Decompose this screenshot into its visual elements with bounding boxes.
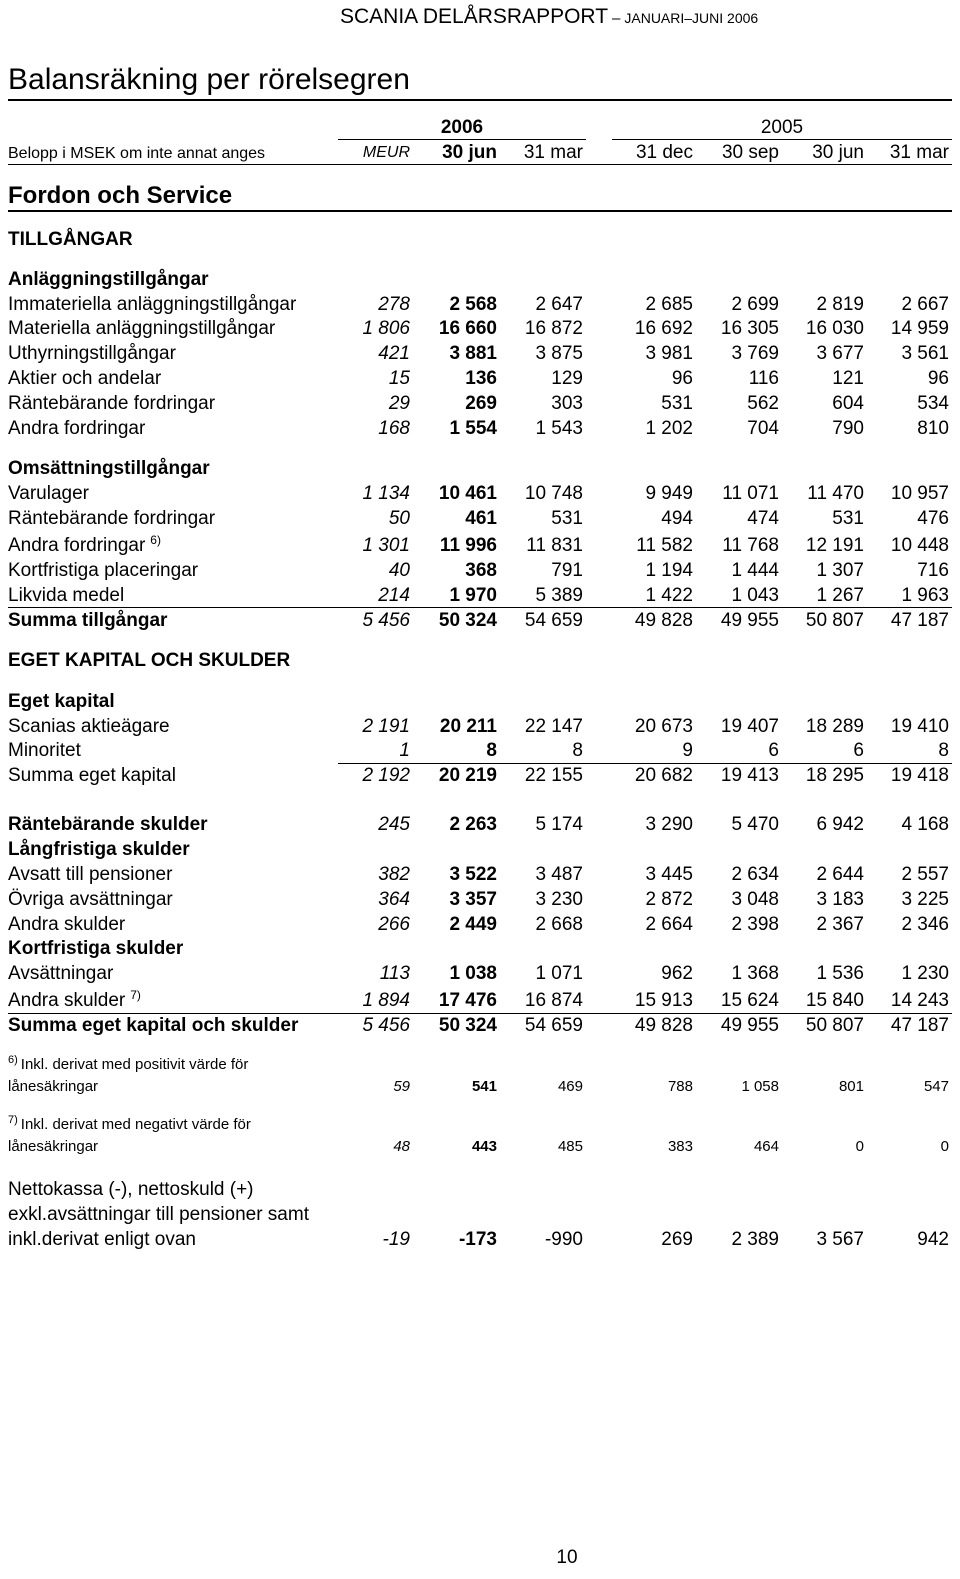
value-cell: 5 174 — [535, 814, 583, 835]
equity-subtotal-rule — [338, 763, 952, 764]
table-row — [0, 609, 960, 633]
unit-note: Belopp i MSEK om inte annat anges — [8, 145, 266, 162]
row-label: Summa eget kapital och skulder — [8, 1015, 299, 1036]
row-label: Räntebärande fordringar — [8, 508, 216, 529]
value-cell: 443 — [471, 1138, 497, 1155]
value-cell: 12 191 — [805, 535, 864, 556]
value-cell: 50 324 — [438, 610, 497, 631]
header-rule — [8, 164, 952, 165]
section-heading — [0, 228, 960, 252]
value-cell: 494 — [661, 508, 693, 529]
footnote-ref: 7) — [130, 988, 141, 1002]
value-cell: 116 — [748, 368, 779, 389]
table-row — [0, 1075, 960, 1099]
value-cell: 541 — [471, 1078, 497, 1095]
value-cell: 214 — [378, 585, 410, 606]
value-cell: 1 202 — [645, 418, 693, 439]
value-cell: 20 682 — [634, 765, 693, 786]
value-cell: 8 — [572, 740, 583, 761]
value-cell: 15 840 — [805, 990, 864, 1011]
row-label: Materiella anläggningstillgångar — [8, 318, 276, 339]
row-label: Immateriella anläggningstillgångar — [8, 294, 297, 315]
row-label: Räntebärande fordringar — [8, 393, 216, 414]
value-cell: -990 — [544, 1229, 583, 1250]
title-rule — [8, 99, 952, 101]
value-cell: 3 677 — [816, 343, 864, 364]
column-label: 30 jun — [442, 142, 497, 163]
row-label: Eget kapital — [8, 691, 115, 712]
table-row — [0, 715, 960, 739]
row-label: Kortfristiga placeringar — [8, 560, 199, 581]
page-title: Balansräkning per rörelsegren — [8, 63, 410, 96]
row-label: Övriga avsättningar — [8, 889, 173, 910]
value-cell: 1 194 — [645, 560, 693, 581]
table-row — [0, 913, 960, 937]
row-label: Summa tillgångar — [8, 610, 168, 631]
value-cell: 2 398 — [731, 914, 779, 935]
value-cell: 15 913 — [634, 990, 693, 1011]
value-cell: 942 — [917, 1229, 949, 1250]
value-cell: 788 — [667, 1078, 693, 1095]
footnote-ref: 6) — [150, 533, 161, 547]
row-label: Andra fordringar — [8, 535, 146, 556]
value-cell: 2 699 — [731, 294, 779, 315]
value-cell: 0 — [855, 1138, 864, 1155]
value-cell: 245 — [378, 814, 410, 835]
column-label: 31 dec — [635, 142, 693, 163]
value-cell: 810 — [917, 418, 949, 439]
row-label: Minoritet — [8, 740, 81, 761]
value-cell: 531 — [661, 393, 693, 414]
value-cell: 2 668 — [535, 914, 583, 935]
value-cell: 129 — [551, 368, 583, 389]
row-label: TILLGÅNGAR — [8, 229, 133, 250]
table-row — [0, 1228, 960, 1252]
row-label: lånesäkringar — [8, 1138, 99, 1155]
value-cell: 1 806 — [362, 318, 410, 339]
value-cell: 8 — [938, 740, 949, 761]
value-cell: 1 058 — [741, 1078, 779, 1095]
value-cell: 2 449 — [449, 914, 497, 935]
value-cell: 11 996 — [439, 535, 497, 556]
value-cell: 1 — [399, 740, 410, 761]
footnote-mark: 7) — [8, 1114, 18, 1126]
value-cell: 1 267 — [816, 585, 864, 606]
value-cell: 1 963 — [901, 585, 949, 606]
value-cell: 269 — [465, 393, 497, 414]
section-heading — [0, 937, 960, 961]
value-cell: -173 — [458, 1229, 497, 1250]
value-cell: 3 230 — [535, 889, 583, 910]
value-cell: 3 487 — [535, 864, 583, 885]
value-cell: 1 543 — [535, 418, 583, 439]
value-cell: 18 289 — [805, 716, 864, 737]
row-label: Varulager — [8, 483, 89, 504]
value-cell: 10 461 — [438, 483, 497, 504]
value-cell: 364 — [378, 889, 410, 910]
value-cell: 1 071 — [535, 963, 583, 984]
value-cell: 2 191 — [362, 716, 410, 737]
value-cell: 50 807 — [805, 1015, 864, 1036]
value-cell: 11 470 — [807, 483, 864, 504]
value-cell: 5 470 — [731, 814, 779, 835]
value-cell: 421 — [378, 343, 410, 364]
table-row — [0, 863, 960, 887]
value-cell: 476 — [917, 508, 949, 529]
footnote-7 — [0, 1113, 960, 1137]
year-rule-2006 — [338, 139, 586, 140]
column-label: 30 sep — [721, 142, 779, 163]
value-cell: 1 444 — [731, 560, 779, 581]
table-row — [0, 1135, 960, 1159]
value-cell: 168 — [378, 418, 410, 439]
row-label: Scanias aktieägare — [8, 716, 170, 737]
value-cell: 266 — [378, 914, 410, 935]
table-row — [0, 482, 960, 506]
table-row — [0, 989, 960, 1013]
row-label: Anläggningstillgångar — [8, 269, 209, 290]
value-cell: 11 071 — [722, 483, 779, 504]
column-label: 30 jun — [812, 142, 864, 163]
row-label: Aktier och andelar — [8, 368, 162, 389]
value-cell: 19 413 — [720, 765, 779, 786]
value-cell: 49 828 — [634, 1015, 693, 1036]
segment-title: Fordon och Service — [8, 182, 233, 209]
net-cash-label-line — [0, 1178, 960, 1202]
value-cell: 22 155 — [524, 765, 583, 786]
value-cell: 3 769 — [731, 343, 779, 364]
value-cell: 11 582 — [636, 535, 693, 556]
row-label: Avsatt till pensioner — [8, 864, 173, 885]
row-label: Omsättningstillgångar — [8, 458, 210, 479]
value-cell: 485 — [557, 1138, 583, 1155]
report-brand: SCANIA DELÅRSRAPPORT — [340, 5, 609, 28]
value-cell: 2 389 — [731, 1229, 779, 1250]
value-cell: 1 301 — [362, 535, 410, 556]
value-cell: 54 659 — [524, 610, 583, 631]
value-cell: 59 — [393, 1078, 410, 1095]
value-cell: 562 — [747, 393, 779, 414]
column-label: MEUR — [362, 144, 410, 161]
value-cell: 29 — [388, 393, 410, 414]
value-cell: 20 219 — [438, 765, 497, 786]
value-cell: 1 422 — [645, 585, 693, 606]
value-cell: 3 522 — [449, 864, 497, 885]
value-cell: 96 — [671, 368, 693, 389]
value-cell: 16 660 — [438, 318, 497, 339]
value-cell: 791 — [551, 560, 583, 581]
value-cell: 4 168 — [901, 814, 949, 835]
table-row — [0, 888, 960, 912]
value-cell: 547 — [923, 1078, 949, 1095]
value-cell: 469 — [557, 1078, 583, 1095]
value-cell: 3 445 — [645, 864, 693, 885]
value-cell: 19 418 — [890, 765, 949, 786]
section-heading — [0, 268, 960, 292]
value-cell: 50 — [388, 508, 410, 529]
table-row — [0, 342, 960, 366]
value-cell: 47 187 — [890, 1015, 949, 1036]
year-group-2005: 2005 — [760, 117, 804, 138]
value-cell: 49 955 — [720, 610, 779, 631]
value-cell: 2 568 — [449, 294, 497, 315]
table-row — [0, 559, 960, 583]
table-row — [0, 739, 960, 763]
value-cell: 16 305 — [720, 318, 779, 339]
value-cell: 8 — [486, 740, 497, 761]
value-cell: 121 — [832, 368, 864, 389]
section-heading — [0, 457, 960, 481]
table-row — [0, 962, 960, 986]
table-row — [0, 534, 960, 558]
value-cell: 1 554 — [449, 418, 497, 439]
value-cell: 40 — [388, 560, 410, 581]
value-cell: 136 — [465, 368, 497, 389]
value-cell: 604 — [832, 393, 864, 414]
report-period: JANUARI–JUNI 2006 — [624, 10, 759, 26]
year-group-2006: 2006 — [440, 117, 484, 138]
row-label: EGET KAPITAL OCH SKULDER — [8, 650, 291, 671]
value-cell: 20 211 — [439, 716, 497, 737]
value-cell: 5 456 — [362, 610, 410, 631]
value-cell: 10 448 — [890, 535, 949, 556]
row-label: Räntebärande skulder — [8, 814, 208, 835]
value-cell: 10 748 — [524, 483, 583, 504]
value-cell: 5 456 — [362, 1015, 410, 1036]
value-cell: 14 243 — [890, 990, 949, 1011]
value-cell: 2 872 — [645, 889, 693, 910]
value-cell: 1 307 — [816, 560, 864, 581]
value-cell: 2 192 — [362, 765, 410, 786]
value-cell: 3 567 — [816, 1229, 864, 1250]
row-label: Avsättningar — [8, 963, 114, 984]
value-cell: 531 — [551, 508, 583, 529]
value-cell: 704 — [747, 418, 779, 439]
value-cell: 96 — [927, 368, 949, 389]
value-cell: 6 — [768, 740, 779, 761]
value-cell: 54 659 — [524, 1015, 583, 1036]
value-cell: 3 183 — [816, 889, 864, 910]
footnote-text: Inkl. derivat med positivit värde för — [20, 1056, 249, 1073]
column-label: 31 mar — [523, 142, 583, 163]
value-cell: 464 — [753, 1138, 779, 1155]
value-cell: 9 949 — [645, 483, 693, 504]
section-heading — [0, 649, 960, 673]
value-cell: 9 — [682, 740, 693, 761]
value-cell: 15 — [388, 368, 410, 389]
row-label: Långfristiga skulder — [8, 839, 190, 860]
value-cell: 14 959 — [890, 318, 949, 339]
footnote-text: Inkl. derivat med negativt värde för — [20, 1116, 251, 1133]
value-cell: 2 647 — [535, 294, 583, 315]
value-cell: 49 955 — [720, 1015, 779, 1036]
value-cell: 50 324 — [438, 1015, 497, 1036]
value-cell: 1 230 — [901, 963, 949, 984]
value-cell: 1 043 — [731, 585, 779, 606]
value-cell: 1 894 — [362, 990, 410, 1011]
value-cell: 2 634 — [731, 864, 779, 885]
table-row — [0, 392, 960, 416]
value-cell: 534 — [917, 393, 949, 414]
value-cell: 1 970 — [449, 585, 497, 606]
value-cell: 461 — [465, 508, 497, 529]
value-cell: 716 — [917, 560, 949, 581]
row-label: Andra skulder — [8, 914, 126, 935]
net-cash-label-line — [0, 1203, 960, 1227]
value-cell: 3 881 — [449, 343, 497, 364]
value-cell: 15 624 — [720, 990, 779, 1011]
row-label: Andra fordringar — [8, 418, 146, 439]
value-cell: 2 685 — [645, 294, 693, 315]
value-cell: 3 561 — [901, 343, 949, 364]
value-cell: 16 874 — [524, 990, 583, 1011]
value-cell: 19 410 — [890, 716, 949, 737]
row-label: Kortfristiga skulder — [8, 938, 184, 959]
footnote-6 — [0, 1053, 960, 1077]
page-number: 10 — [556, 1547, 578, 1568]
value-cell: 278 — [378, 294, 410, 315]
table-row — [0, 813, 960, 837]
value-cell: 11 831 — [526, 535, 583, 556]
value-cell: 1 368 — [731, 963, 779, 984]
row-label: Likvida medel — [8, 585, 125, 606]
value-cell: 22 147 — [524, 716, 583, 737]
section-heading — [0, 838, 960, 862]
value-cell: 2 819 — [816, 294, 864, 315]
value-cell: 3 290 — [645, 814, 693, 835]
total-liabilities-rule — [8, 1013, 952, 1014]
value-cell: 11 768 — [722, 535, 779, 556]
table-row — [0, 1014, 960, 1038]
value-cell: 5 389 — [535, 585, 583, 606]
row-label: Nettokassa (-), nettoskuld (+) — [8, 1179, 254, 1200]
value-cell: 19 407 — [720, 716, 779, 737]
value-cell: 17 476 — [438, 990, 497, 1011]
value-cell: 303 — [551, 393, 583, 414]
value-cell: 1 134 — [362, 483, 410, 504]
value-cell: 2 263 — [449, 814, 497, 835]
table-row — [0, 317, 960, 341]
segment-rule — [8, 210, 952, 212]
value-cell: 383 — [667, 1138, 693, 1155]
value-cell: 20 673 — [634, 716, 693, 737]
value-cell: 113 — [379, 963, 410, 984]
value-cell: 790 — [832, 418, 864, 439]
value-cell: 474 — [747, 508, 779, 529]
value-cell: 2 367 — [816, 914, 864, 935]
header-separator: – — [612, 10, 621, 27]
value-cell: 3 981 — [645, 343, 693, 364]
value-cell: 3 357 — [449, 889, 497, 910]
total-assets-rule — [8, 607, 952, 608]
table-row — [0, 584, 960, 608]
value-cell: 3 225 — [901, 889, 949, 910]
value-cell: 2 557 — [901, 864, 949, 885]
value-cell: 368 — [465, 560, 497, 581]
value-cell: 531 — [832, 508, 864, 529]
value-cell: 2 346 — [901, 914, 949, 935]
value-cell: 0 — [940, 1138, 949, 1155]
value-cell: 18 295 — [805, 765, 864, 786]
value-cell: 2 644 — [816, 864, 864, 885]
value-cell: -19 — [382, 1229, 410, 1250]
value-cell: 801 — [838, 1078, 864, 1095]
value-cell: 16 030 — [805, 318, 864, 339]
column-header-row — [0, 141, 960, 165]
value-cell: 47 187 — [890, 610, 949, 631]
value-cell: 6 — [853, 740, 864, 761]
table-row — [0, 293, 960, 317]
table-row — [0, 764, 960, 788]
running-header — [340, 2, 758, 34]
value-cell: 382 — [378, 864, 410, 885]
value-cell: 1 536 — [816, 963, 864, 984]
value-cell: 48 — [393, 1138, 410, 1155]
value-cell: 269 — [661, 1229, 693, 1250]
value-cell: 2 664 — [645, 914, 693, 935]
value-cell: 6 942 — [816, 814, 864, 835]
year-rule-2005 — [612, 139, 952, 140]
row-label: Uthyrningstillgångar — [8, 343, 176, 364]
row-label: exkl.avsättningar till pensioner samt — [8, 1204, 309, 1225]
value-cell: 10 957 — [890, 483, 949, 504]
value-cell: 16 872 — [524, 318, 583, 339]
value-cell: 1 038 — [449, 963, 497, 984]
table-row — [0, 507, 960, 531]
footnote-mark: 6) — [8, 1054, 18, 1066]
value-cell: 49 828 — [634, 610, 693, 631]
column-label: 31 mar — [889, 142, 949, 163]
row-label: lånesäkringar — [8, 1078, 99, 1095]
value-cell: 962 — [661, 963, 693, 984]
section-heading — [0, 690, 960, 714]
table-row — [0, 367, 960, 391]
value-cell: 50 807 — [805, 610, 864, 631]
value-cell: 16 692 — [634, 318, 693, 339]
row-label: inkl.derivat enligt ovan — [8, 1229, 196, 1250]
value-cell: 3 875 — [535, 343, 583, 364]
value-cell: 3 048 — [731, 889, 779, 910]
row-label: Summa eget kapital — [8, 765, 176, 786]
row-label: Andra skulder — [8, 990, 126, 1011]
value-cell: 2 667 — [901, 294, 949, 315]
table-row — [0, 417, 960, 441]
